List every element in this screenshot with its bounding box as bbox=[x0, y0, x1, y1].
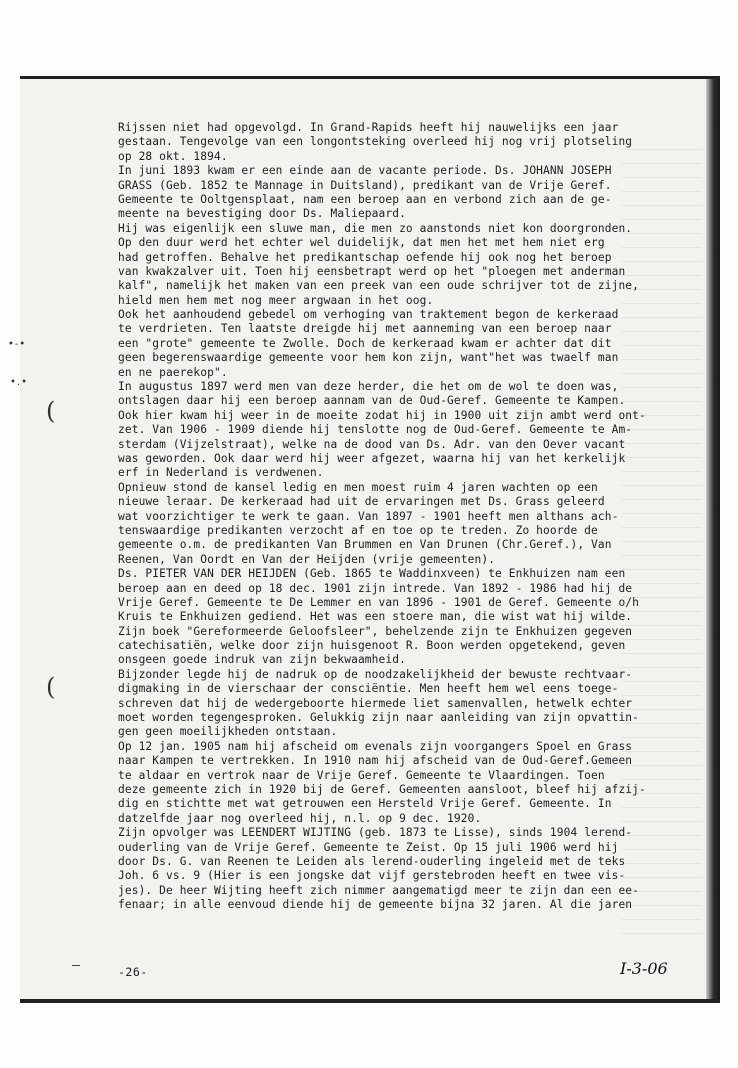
text-line: sterdam (Vijzelstraat), welke na de dood van Ds. Adr. van den Oever vacant bbox=[118, 437, 626, 451]
text-line: onsgeen goede indruk van zijn bekwaamheid. bbox=[118, 653, 406, 667]
text-line: meente na bevestiging door Ds. Maliepaard. bbox=[118, 207, 406, 221]
text-line: fenaar; in alle eenvoud diende hij de gemeente bijna 32 jaren. Al die jaren bbox=[118, 898, 633, 912]
text-line: ouderling van de Vrije Geref. Gemeente te Zeist. Op 15 juli 1906 werd hij bbox=[118, 840, 619, 854]
text-line: op 28 okt. 1894. bbox=[118, 149, 228, 163]
text-line: dig en stichtte met wat getrouwen een Hersteld Vrije Geref. Gemeente. In bbox=[118, 797, 612, 811]
text-line: Opnieuw stond de kansel ledig en men moest ruim 4 jaren wachten op een bbox=[118, 480, 598, 494]
text-line: Zijn opvolger was LEENDERT WIJTING (geb. 1873 te Lisse), sinds 1904 lerend- bbox=[118, 826, 633, 840]
text-line: Rijssen niet had opgevolgd. In Grand-Rapids heeft hij nauwelijks een jaar bbox=[118, 121, 619, 134]
text-line: door Ds. G. van Reenen te Leiden als lerend-ouderling ingeleid met de teks bbox=[118, 854, 626, 868]
text-line: beroep aan en deed op 18 dec. 1901 zijn intrede. Van 1892 - 1986 had hij de bbox=[118, 581, 633, 595]
text-line: te aldaar en vertrok naar de Vrije Geref. Gemeente te Vlaardingen. Toen bbox=[118, 768, 605, 782]
text-line: schreven dat hij de wedergeboorte hiermede liet samenvallen, hetwelk echter bbox=[118, 696, 633, 710]
text-line: van kwakzalver uit. Toen hij eensbetrapt werd op het "ploegen met anderman bbox=[118, 264, 626, 278]
margin-dots-mark: •.• bbox=[10, 377, 28, 388]
text-line: moet worden tegengesproken. Gelukkig zijn naar aanleiding van zijn opvattin- bbox=[118, 711, 640, 725]
text-line: wat voorzichtiger te werk te gaan. Van 1897 - 1901 heeft men althans ach- bbox=[118, 509, 619, 523]
text-line: Hij was eigenlijk een sluwe man, die men zo aanstonds niet kon doorgronden. bbox=[118, 221, 633, 235]
punch-hole-mark: ( bbox=[46, 397, 56, 425]
text-line: gen geen moeilijkheden ontstaan. bbox=[118, 725, 338, 739]
text-line: Ds. PIETER VAN DER HEIJDEN (Geb. 1865 te Waddinxveen) te Enkhuizen nam een bbox=[118, 567, 626, 581]
margin-dots-mark: •-• bbox=[8, 339, 27, 350]
text-line: GRASS (Geb. 1852 te Mannage in Duitsland), predikant van de Vrije Geref. bbox=[118, 178, 612, 192]
text-line: Zijn boek "Gereformeerde Geloofsleer", behelzende zijn te Enkhuizen gegeven bbox=[118, 624, 633, 638]
text-line: kalf", namelijk het maken van een preek van een oude schrijver tot de zijne, bbox=[118, 279, 640, 293]
text-line: te verdrieten. Ten laatste dreigde hij met aanneming van een beroep naar bbox=[118, 322, 612, 336]
text-line: Joh. 6 vs. 9 (Hier is een jongske dat vijf gerstebroden heeft en twee vis- bbox=[118, 869, 626, 883]
typed-page bbox=[8, 76, 720, 1003]
text-line: Op den duur werd het echter wel duidelijk, dat men het met hem niet erg bbox=[118, 236, 605, 250]
text-line: deze gemeente zich in 1920 bij de Geref. Gemeenten aansloot, bleef hij afzij- bbox=[118, 782, 646, 796]
text-line: en ne paerekop". bbox=[118, 365, 228, 379]
text-line: nieuwe leraar. De kerkeraad had uit de ervaringen met Ds. Grass geleerd bbox=[118, 495, 605, 509]
text-line: gemeente o.m. de predikanten Van Brummen en Van Drunen (Chr.Geref.), Van bbox=[118, 538, 612, 552]
text-line: gestaan. Tengevolge van een longontsteking overleed hij nog vrij plotseling bbox=[118, 135, 633, 149]
body-text bbox=[118, 121, 714, 912]
punch-hole-mark: ( bbox=[46, 673, 56, 701]
text-line: In juni 1893 kwam er een einde aan de vacante periode. Ds. JOHANN JOSEPH bbox=[118, 164, 612, 178]
text-line: naar Kampen te vertrekken. In 1910 nam hij afscheid van de Oud-Geref.Gemeen bbox=[118, 754, 633, 768]
text-line: Gemeente te Ooltgensplaat, nam een beroep aan en verbond zich aan de ge- bbox=[118, 192, 612, 206]
text-line: had getroffen. Behalve het predikantschap oefende hij ook nog het beroep bbox=[118, 250, 612, 264]
text-line: Ook hier kwam hij weer in de moeite zodat hij in 1900 uit zijn ambt werd ont- bbox=[118, 408, 646, 422]
text-line: was geworden. Ook daar werd hij weer afgezet, waarna hij van het kerkelijk bbox=[118, 451, 626, 465]
text-line: hield men hem met nog meer argwaan in het oog. bbox=[118, 293, 434, 307]
text-line: Bijzonder legde hij de nadruk op de noodzakelijkheid der bewuste rechtvaar- bbox=[118, 667, 633, 681]
text-line: ontslagen daar hij een beroep aannam van de Oud-Geref. Gemeente te Kampen. bbox=[118, 394, 626, 408]
text-line: een "grote" gemeente te Zwolle. Doch de kerkeraad kwam er achter dat dit bbox=[118, 336, 612, 350]
text-line: catechisatiën, welke door zijn huisgenoot R. Boon werden opgetekend, geven bbox=[118, 639, 626, 653]
text-line: digmaking in de vierschaar der consciëntie. Men heeft hem wel eens toege- bbox=[118, 682, 619, 696]
text-line: datzelfde jaar nog overleed hij, n.l. op 9 dec. 1920. bbox=[118, 811, 482, 825]
text-line: geen begerenswaardige gemeente voor hem kon zijn, want"het was twaelf man bbox=[118, 351, 619, 365]
text-line: In augustus 1897 werd men van deze herder, die het om de wol te doen was, bbox=[118, 380, 619, 394]
text-line: jes). De heer Wijting heeft zich nimmer aangematigd meer te zijn dan een ee- bbox=[118, 883, 640, 897]
text-line: erf in Nederland is verdwenen. bbox=[118, 466, 324, 480]
text-line: Vrije Geref. Gemeente te De Lemmer en van 1896 - 1901 de Geref. Gemeente o/h bbox=[118, 595, 640, 609]
handwritten-archive-note: I-3-06 bbox=[620, 959, 668, 978]
text-line: Kruis te Enkhuizen gediend. Het was een stoere man, die wist wat hij wilde. bbox=[118, 610, 633, 624]
text-line: Reenen, Van Oordt en Van der Heijden (vrije gemeenten). bbox=[118, 552, 496, 566]
text-line: Ook het aanhoudend gebedel om verhoging van traktement begon de kerkeraad bbox=[118, 308, 619, 322]
text-line: Op 12 jan. 1905 nam hij afscheid om evenals zijn voorgangers Spoel en Grass bbox=[118, 739, 633, 753]
text-line: tenswaardige predikanten verzocht af en toe op te treden. Zo hoorde de bbox=[118, 523, 598, 537]
text-line: zet. Van 1906 - 1909 diende hij tenslotte nog de Oud-Geref. Gemeente te Am- bbox=[118, 423, 633, 437]
margin-dash bbox=[72, 965, 80, 966]
page-number: -26- bbox=[118, 965, 148, 979]
